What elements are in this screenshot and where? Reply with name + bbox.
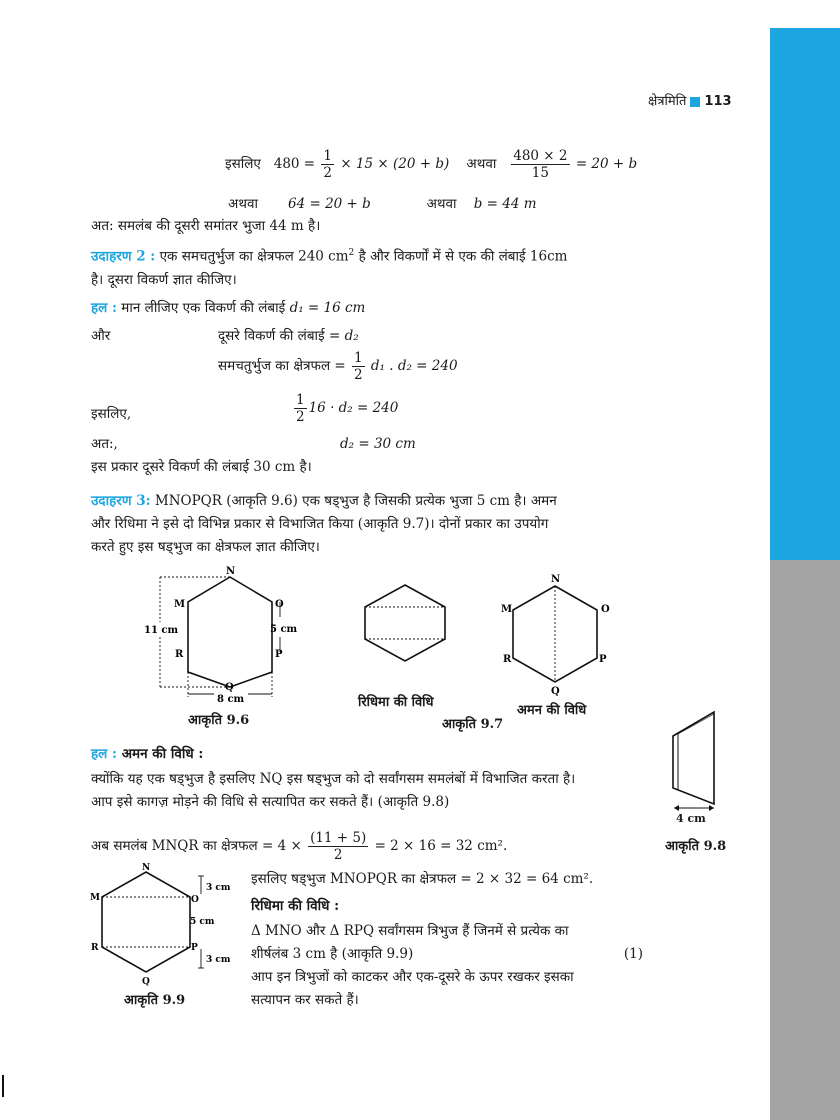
vertex-label: R <box>503 654 512 665</box>
aman-caption: अमन की विधि <box>517 703 587 718</box>
fraction-480 <box>511 148 569 181</box>
atah-text: अत:, <box>91 436 118 452</box>
height-label: 11 cm <box>144 625 179 636</box>
example-3 <box>91 490 651 559</box>
solution-label: हल : <box>91 746 118 762</box>
trapezium-area <box>91 830 507 863</box>
conclusion-text: अत: समलंब की दूसरी समांतर भुजा 44 m है। <box>91 218 321 234</box>
vertex-label: R <box>91 943 99 953</box>
vertex-label: M <box>90 893 100 903</box>
area-text: अब समलंब MNQR का क्षेत्रफल = 4 × <box>91 838 302 854</box>
athva-text: अथवा <box>426 196 457 212</box>
fold-line <box>678 714 714 734</box>
frac-num: 1 <box>296 392 305 408</box>
fraction-area <box>308 830 368 863</box>
ridhima-method-heading: रिधिमा की विधि : <box>251 898 340 914</box>
solution-text: 16 · d₂ = 240 <box>308 400 399 416</box>
height-label: 3 cm <box>206 955 231 965</box>
vertex-label: O <box>191 895 199 905</box>
hexagon <box>365 585 445 661</box>
solution-text: d₁ . d₂ = 240 <box>370 358 458 374</box>
equation-line-1 <box>225 148 637 181</box>
solution-text: समचतुर्भुज का क्षेत्रफल = <box>218 358 346 374</box>
solution-2-line-3 <box>218 350 458 383</box>
vertex-label: R <box>175 649 184 660</box>
hexagon-area: इसलिए षड्भुज MNOPQR का क्षेत्रफल = 2 × 32 = 64 cm². <box>251 871 594 887</box>
area-text: = 2 × 16 = 32 cm². <box>374 838 508 854</box>
vertex-label: N <box>551 574 561 585</box>
figure-caption: आकृति 9.9 <box>124 993 186 1008</box>
hexagon <box>102 872 190 972</box>
athva-text: अथवा <box>228 196 258 212</box>
hexagon <box>188 577 272 687</box>
vertex-label: Q <box>551 686 560 697</box>
vertex-label: O <box>275 599 284 610</box>
paragraph-text: क्योंकि यह एक षड्भुज है इसलिए NQ इस षड्भुज को दो सर्वांगसम समलंबों में विभाजित करता है। <box>91 771 576 787</box>
page-header <box>648 94 732 110</box>
vertex-label: M <box>501 604 513 615</box>
paragraph-text: Δ MNO और Δ RPQ सर्वांगसम त्रिभुज हैं जिनमें से प्रत्येक का <box>251 923 569 939</box>
frac-num: 480 × 2 <box>513 148 568 164</box>
solution-label: हल : <box>91 300 118 316</box>
ridhima-caption: रिधिमा की विधि <box>358 695 434 710</box>
example-text: और रिधिमा ने इसे दो विभिन्न प्रकार से विभाजित किया (आकृति 9.7)। दोनों प्रकार का उपयोग <box>91 516 549 532</box>
side-label: 5 cm <box>190 917 215 927</box>
example-2 <box>91 242 641 292</box>
eq1-text: 64 = 20 + b <box>288 196 371 212</box>
prefix-text: इसलिए <box>225 156 261 172</box>
rhs2-text: = 20 + b <box>575 156 638 172</box>
page-number: 113 <box>704 94 732 109</box>
isliye-text: इसलिए, <box>91 406 132 422</box>
d1-expression: d₁ = 16 cm <box>289 300 366 316</box>
solution-3-heading <box>91 746 203 762</box>
rhs1-text: × 15 × (20 + b) <box>340 156 450 172</box>
side-tab-gray <box>770 560 840 1120</box>
vertex-label: P <box>599 654 607 665</box>
solution-text: दूसरे विकर्ण की लंबाई = <box>218 328 345 344</box>
vertex-label: M <box>174 599 186 610</box>
figure-caption: आकृति 9.6 <box>188 713 250 728</box>
example-label: उदाहरण 2 : <box>91 248 156 265</box>
frac-num: (11 + 5) <box>310 830 367 846</box>
example-label: उदाहरण 3: <box>91 493 151 509</box>
equation-line-2 <box>228 196 537 212</box>
paragraph-text: शीर्षलंब 3 cm है (आकृति 9.9) <box>251 946 414 962</box>
example-text: करते हुए इस षड्भुज का क्षेत्रफल ज्ञात कीजिए। <box>91 539 320 555</box>
vertex-label: N <box>226 566 236 577</box>
fraction-half <box>294 392 307 425</box>
solution-text: मान लीजिए एक विकर्ण की लंबाई <box>117 300 290 316</box>
ridhima-para <box>251 920 643 1012</box>
chapter-title: क्षेत्रमिति <box>648 94 687 109</box>
frac-den: 2 <box>323 165 333 181</box>
figure-9-9 <box>88 862 238 987</box>
frac-den: 2 <box>354 367 363 383</box>
fraction-half <box>321 148 334 181</box>
vertex-label: P <box>275 649 283 660</box>
figure-9-8 <box>658 708 728 818</box>
example-text: MNOPQR (आकृति 9.6) एक षड्भुज है जिसकी प्रत्येक भुजा 5 cm है। अमन <box>150 493 557 509</box>
figure-caption: आकृति 9.8 <box>665 839 727 854</box>
and-text: और <box>91 328 111 344</box>
aman-method-heading: अमन की विधि : <box>117 746 204 762</box>
figure-9-7-aman <box>495 572 620 697</box>
figure-caption: आकृति 9.7 <box>442 717 504 732</box>
equation-number: (1) <box>623 946 643 962</box>
side-tab-blue <box>770 28 840 560</box>
vertex-label: Q <box>142 977 150 987</box>
solution-2-line-4 <box>292 392 398 425</box>
arrow-icon <box>709 805 714 811</box>
paragraph-text: आप इसे कागज़ मोड़ने की विधि से सत्यापित कर सकते हैं। (आकृति 9.8) <box>91 794 450 810</box>
example-text: एक समचतुर्भुज का क्षेत्रफल 240 cm <box>155 248 349 265</box>
height-label: 3 cm <box>206 883 231 893</box>
arrow-icon <box>674 805 679 811</box>
example-text: है। दूसरा विकर्ण ज्ञात कीजिए। <box>91 271 237 288</box>
paragraph-text: सत्यापन कर सकते हैं। <box>251 992 359 1008</box>
figure-9-6 <box>130 562 310 712</box>
athva-text: अथवा <box>466 156 497 172</box>
side-label: 5 cm <box>270 624 298 635</box>
width-label: 8 cm <box>217 694 245 705</box>
vertex-label: P <box>191 943 198 953</box>
figure-9-7-ridhima <box>355 577 455 672</box>
solution-text: d₂ = 30 cm <box>340 436 416 452</box>
solution-2-line-2 <box>218 328 359 344</box>
solution-3-para <box>91 768 651 814</box>
frac-den: 15 <box>531 165 549 181</box>
header-square-icon <box>690 97 700 107</box>
fraction-half <box>352 350 365 383</box>
example-text: है और विकर्णों में से एक की लंबाई 16cm <box>354 248 568 265</box>
superscript: 2 <box>348 248 355 258</box>
solution-conclusion: इस प्रकार दूसरे विकर्ण की लंबाई 30 cm है। <box>91 459 312 475</box>
vertex-label: O <box>601 604 610 615</box>
vertex-label: Q <box>225 682 234 693</box>
frac-den: 2 <box>296 409 305 425</box>
width-label: 4 cm <box>676 812 706 825</box>
vertex-label: N <box>142 863 151 873</box>
frac-num: 1 <box>323 148 333 164</box>
paragraph-text: आप इन त्रिभुजों को काटकर और एक-दूसरे के ऊपर रखकर इसका <box>251 969 574 985</box>
lhs-text: 480 = <box>273 156 316 172</box>
trapezium <box>673 712 714 804</box>
crop-mark <box>2 1075 4 1097</box>
solution-2-line-1 <box>91 300 365 316</box>
d2-expression: d₂ <box>344 328 359 344</box>
frac-den: 2 <box>333 847 343 863</box>
frac-num: 1 <box>354 350 363 366</box>
eq2-text: b = 44 m <box>473 196 537 212</box>
